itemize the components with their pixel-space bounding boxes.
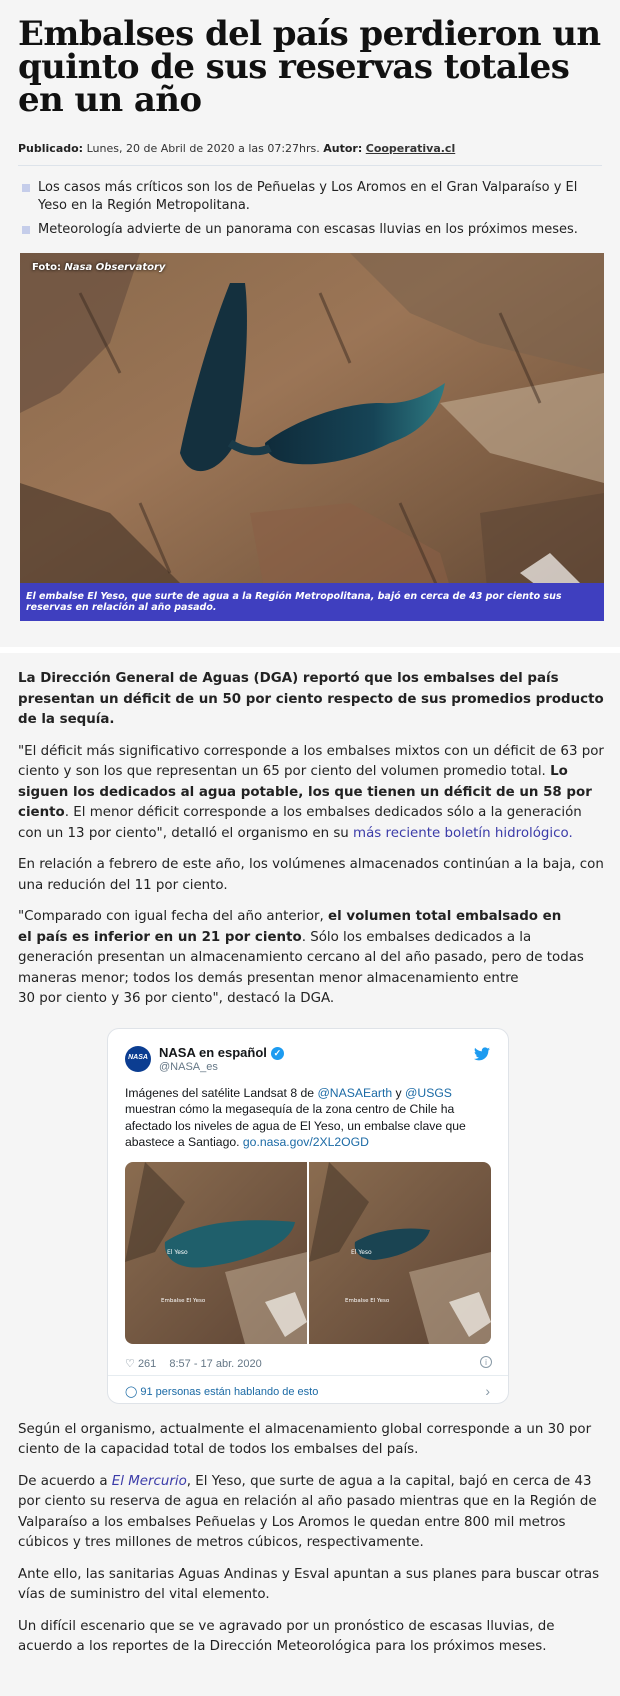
article-body (0, 653, 620, 1696)
mention-link[interactable]: @USGS (405, 1085, 452, 1100)
avatar[interactable]: NASA (125, 1046, 151, 1072)
tweet-url-link[interactable]: go.nasa.gov/2XL2OGD (242, 1135, 369, 1149)
main-photo (20, 253, 604, 621)
reservoir-satellite-image (20, 253, 604, 621)
photo-caption: El embalse El Yeso, que surte de agua a la Región Metropolitana, bajó en cerca de 43 por ciento sus reservas en relación al año pasado. (20, 583, 604, 621)
tweet-comparison-images (125, 1162, 491, 1344)
comment-icon: ◯ (125, 1385, 138, 1398)
paragraph: Ante ello, las sanitarias Aguas Andinas y Esval apuntan a sus planes para buscar otras vías de suministro del vital elemento. (18, 1566, 600, 1602)
tweet-image-sublabel: Embalse El Yeso (161, 1297, 206, 1304)
tweet-image-label: El Yeso (351, 1248, 372, 1256)
paragraph: En relación a febrero de este año, los volúmenes almacenados continúan a la baja, con una redución del 11 por ciento. (18, 857, 604, 893)
paragraph: Un difícil escenario que se ve agravado por un pronóstico de escasas lluvias, de acuerdo a los reportes de la Dirección Meteorológica para los próximos meses. (18, 1618, 555, 1654)
article-title: Embalses del país perdieron un quinto de sus reservas totales en un año (18, 14, 601, 120)
tweet-timestamp[interactable]: 8:57 - 17 abr. 2020 (169, 1357, 262, 1370)
tweet-media[interactable] (125, 1162, 491, 1344)
tweet-text: Imágenes del satélite Landsat 8 de @NASAEarth y @USGS muestran cómo la megasequía de la zona centro de Chile ha afectado los niveles de agua de El Yeso, un embalse clave que abastece a Santiago. go.nasa.gov/2XL2OGD (125, 1085, 466, 1149)
published-date: Lunes, 20 de Abril de 2020 a las 07:27hrs. (86, 142, 320, 155)
highlights-list (18, 179, 602, 239)
twitter-bird-icon[interactable] (474, 1047, 490, 1061)
author-link[interactable]: Cooperativa.cl (365, 142, 456, 155)
published-label: Publicado: (18, 142, 84, 155)
tweet-image-sublabel: Embalse El Yeso (345, 1297, 390, 1304)
photo-credit: Foto: Nasa Observatory (32, 262, 166, 273)
tweet-image-label: El Yeso (167, 1248, 188, 1256)
highlight-item: Los casos más críticos son los de Peñuelas y Los Aromos en el Gran Valparaíso y El Yeso en la Región Metropolitana. (18, 179, 602, 215)
paragraph: De acuerdo a El Mercurio, El Yeso, que surte de agua a la capital, bajó en cerca de 43 por ciento su reserva de agua en relación al año pasado mientras que en la Región de Valparaíso a los embalses Peñuelas y Los Aromos le quedan entre 800 mil metros cúbicos y tres millones de metros cúbicos, respectivamente. (18, 1473, 597, 1550)
source-link[interactable]: El Mercurio (111, 1473, 187, 1489)
article-header (0, 0, 620, 647)
verified-badge-icon: ✓ (271, 1047, 284, 1060)
chevron-right-icon: › (485, 1382, 490, 1399)
paragraph: "Comparado con igual fecha del año anterior, el volumen total embalsado en el país es inferior en un 21 por ciento. Sólo los embalses dedicados a la generación presentan un almacenamiento cercano al del año pasado, pero de todas maneras menor; todos los demás presentan menor almacenamiento entre 30 por ciento y 36 por ciento", destacó la DGA. (18, 909, 584, 1006)
author-label: Autor: (323, 142, 363, 155)
tweet-author-handle[interactable]: @NASA_es (159, 1060, 218, 1073)
highlight-item: Meteorología advierte de un panorama con escasas lluvias en los próximos meses. (18, 221, 602, 239)
paragraph: Según el organismo, actualmente el almacenamiento global corresponde a un 30 por ciento de la capacidad total de todos los embalses del país. (18, 1421, 592, 1457)
byline (18, 142, 602, 166)
lead-paragraph: La Dirección General de Aguas (DGA) reportó que los embalses del país presentan un déficit de un 50 por ciento respecto de sus promedios producto de la sequía. (18, 671, 604, 727)
photo-credit-source: Nasa Observatory (64, 262, 166, 273)
tweet-author-name[interactable]: NASA en español ✓ (159, 1045, 284, 1060)
tweet-conversation-link[interactable]: ◯ 91 personas están hablando de esto › (108, 1375, 508, 1405)
tweet-meta (125, 1357, 492, 1370)
like-count: 261 (137, 1357, 157, 1370)
tweet-header (125, 1043, 494, 1077)
embedded-tweet[interactable] (107, 1028, 509, 1404)
paragraph: "El déficit más significativo corresponde a los embalses mixtos con un déficit de 63 por ciento y son los que representan un 65 por ciento del volumen promedio total. Lo siguen los dedicados al agua potable, los que tienen un déficit de un 58 por ciento. El menor déficit corresponde a los embalses dedicados sólo a la generación con un 13 por ciento", detalló el organismo en su más reciente boletín hidrológico. (18, 743, 604, 841)
info-icon[interactable]: i (480, 1356, 492, 1368)
heart-icon[interactable]: ♡ (125, 1357, 135, 1370)
mention-link[interactable]: @NASAEarth (317, 1085, 393, 1100)
bulletin-link[interactable]: más reciente boletín hidrológico. (353, 825, 573, 841)
